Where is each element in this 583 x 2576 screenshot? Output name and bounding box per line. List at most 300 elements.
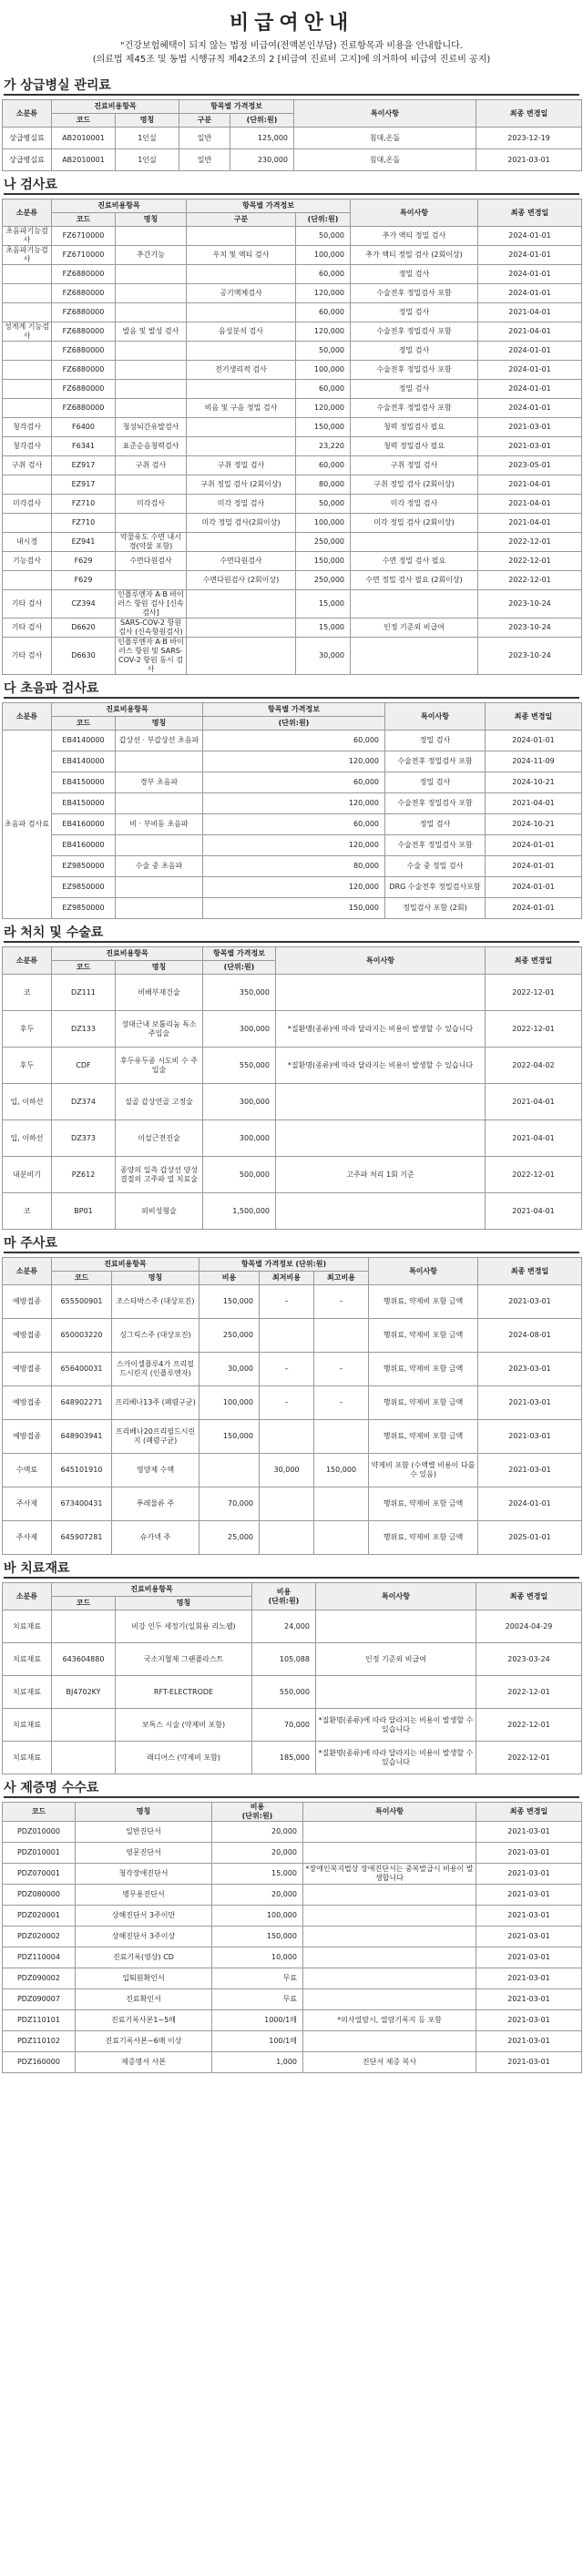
header-cell: 명칭 (116, 717, 203, 731)
cell-cost: 150,000 (199, 1285, 260, 1319)
cell-cost: 150,000 (296, 418, 351, 437)
cell-name (116, 475, 187, 495)
cell-type: 수면다원검사 (2회이상) (187, 571, 296, 590)
cell-type: 수면다원검사 (187, 552, 296, 571)
cell-type: 전기생리적 검사 (187, 361, 296, 380)
cell-note: 고주파 처리 1회 기준 (276, 1157, 486, 1193)
cell-code (52, 1742, 116, 1774)
cell-name: 수술 중 초음파 (116, 856, 203, 877)
cell-code: DZ111 (52, 975, 116, 1011)
cell-cost: 30,000 (296, 638, 351, 675)
cell-name (116, 571, 187, 590)
cell-date: 2021-04-01 (478, 322, 582, 342)
cell-category: 청각검사 (3, 437, 52, 456)
table-row (3, 1610, 582, 1643)
cell-date: 2022-12-01 (486, 1011, 582, 1048)
cell-name (116, 514, 187, 533)
cell-cost: 30,000 (199, 1353, 260, 1386)
header-cell: 특이사항 (351, 199, 478, 227)
cell-date: 2024-01-01 (478, 342, 582, 361)
cell-note: 정밀검사 포함 (2회) (385, 898, 486, 919)
cell-name: 추간기능 (116, 246, 187, 265)
cell-name: 이설근전진술 (116, 1120, 203, 1157)
cell-date: 2023-12-19 (476, 128, 582, 149)
cell-category (3, 284, 52, 303)
table-row (3, 399, 582, 418)
cell-name: 래디어스 (약제비 포함) (116, 1742, 252, 1774)
header-cell: 코드 (52, 114, 116, 128)
cell-code: DZ374 (52, 1084, 116, 1120)
table-body (3, 1822, 582, 2073)
cell-name: 외비성형술 (116, 1193, 203, 1230)
cell-code: CDF (52, 1048, 116, 1084)
header-cell: 특이사항 (316, 1583, 476, 1610)
cell-note (303, 1885, 476, 1906)
cell-category: 예방접종 (3, 1386, 52, 1420)
table-row (3, 638, 582, 675)
cell-date: 2024-01-01 (478, 227, 582, 246)
cell-date: 2024-01-01 (478, 380, 582, 399)
header-cell: 진료비용항목 (52, 1258, 199, 1272)
intro-text (0, 39, 583, 66)
cell-name: 보톡스 시술 (약제비 포함) (116, 1709, 252, 1742)
cell-category: 구취 검사 (3, 456, 52, 475)
cell-note (303, 1927, 476, 1947)
table-row (3, 793, 582, 814)
cell-name: 설골 갑상연골 고정술 (116, 1084, 203, 1120)
table-row (3, 1454, 582, 1487)
cell-code: 645101910 (52, 1454, 112, 1487)
cell-date: 2021-03-01 (478, 1285, 582, 1319)
section-title: 다 초음파 검사료 (4, 681, 99, 696)
cell-type (187, 638, 296, 675)
cell-code: AB2010001 (52, 128, 116, 149)
header-cell: 소분류 (3, 1258, 52, 1285)
cell-name: 미각검사 (116, 495, 187, 514)
cell-note: *질환명(종류)에 따라 달라지는 비용이 발생할 수 있습니다 (276, 1011, 486, 1048)
cell-cost: 20,000 (212, 1822, 303, 1843)
cell-name: 청각장애진단서 (76, 1864, 212, 1885)
cell-note: *장애인복지법상 장애진단서는 중복발급시 비용이 발생합니다 (303, 1864, 476, 1885)
cell-note: 정밀 검사 (385, 814, 486, 835)
cell-name: 조스타박스주 (대상포진) (112, 1285, 199, 1319)
cell-cost: 150,000 (203, 898, 385, 919)
cell-date: 2021-03-01 (476, 1864, 582, 1885)
cell-date: 2024-01-01 (486, 856, 582, 877)
cell-category: 입, 이하선 (3, 1120, 52, 1157)
cell-max: – (314, 1353, 369, 1386)
header-cell: 최종 변경일 (476, 1803, 582, 1822)
cell-name: 후두유두종 시도비 수 주입술 (116, 1048, 203, 1084)
cell-code: 648902271 (52, 1386, 112, 1420)
cell-code: FZ6880000 (52, 303, 116, 322)
table-row (3, 1353, 582, 1386)
cell-code: EB4150000 (52, 793, 116, 814)
cell-category (3, 399, 52, 418)
cell-code: FZ6880000 (52, 322, 116, 342)
table-row (3, 1709, 582, 1742)
cell-name: RFT-ELECTRODE (116, 1676, 252, 1709)
cell-code: F629 (52, 552, 116, 571)
table-row (3, 1968, 582, 1989)
cell-date: 2024-01-01 (478, 265, 582, 284)
table-row (3, 265, 582, 284)
header-cell: 특이사항 (294, 100, 476, 128)
cell-date: 2021-03-01 (476, 1968, 582, 1989)
cell-cost: 250,000 (296, 533, 351, 552)
cell-date: 2021-03-01 (476, 2010, 582, 2031)
cell-name: 상해진단서 3주이만 (76, 1906, 212, 1927)
cell-code: 645907281 (52, 1521, 112, 1555)
cell-note: *질환명(종류)에 따라 달라지는 비용이 발생할 수 있습니다 (276, 1048, 486, 1084)
header-cell: 명칭 (116, 961, 203, 975)
cell-code: CZ394 (52, 590, 116, 618)
cell-cost: 125,000 (230, 128, 294, 149)
header-cell: 명칭 (116, 1597, 252, 1610)
cell-cost: 550,000 (203, 1048, 276, 1084)
header-cell: 최종 변경일 (478, 1258, 582, 1285)
cell-category: 미각검사 (3, 495, 52, 514)
cell-cost: 20,000 (212, 1885, 303, 1906)
cell-name: 갑상선 · 부갑상선 초음파 (116, 731, 203, 751)
cell-name: 진료기록사본1~5매 (76, 2010, 212, 2031)
cell-cost: 60,000 (203, 814, 385, 835)
table-row (3, 514, 582, 533)
cell-category: 예방접종 (3, 1319, 52, 1353)
cell-date: 2022-12-01 (486, 975, 582, 1011)
table-row (3, 975, 582, 1011)
cell-type: 공기액체검사 (187, 284, 296, 303)
cell-date: 2025-01-01 (478, 1521, 582, 1555)
cell-date: 2023-10-24 (478, 618, 582, 638)
header-cell: 특이사항 (276, 947, 486, 975)
cell-note (351, 533, 478, 552)
cell-category: 초음파기능검사 (3, 246, 52, 265)
cell-name: 표준순음청력검사 (116, 437, 187, 456)
cell-name: 비강 인두 세정기(일회용 리노웰) (116, 1610, 252, 1643)
cell-name: 비 · 부비동 초음파 (116, 814, 203, 835)
cell-code: PDZ010000 (3, 1822, 76, 1843)
table-row (3, 772, 582, 793)
cell-date: 2021-03-01 (476, 1906, 582, 1927)
cell-name (116, 227, 187, 246)
cell-name: 청성뇌간유발검사 (116, 418, 187, 437)
cell-category: 주사제 (3, 1521, 52, 1555)
cell-note (316, 1610, 476, 1643)
cell-code: FZ710 (52, 514, 116, 533)
cell-cost: 60,000 (296, 265, 351, 284)
cell-cost: 25,000 (199, 1521, 260, 1555)
table-row (3, 2010, 582, 2031)
cell-note: 구취 정밀 검사 (351, 456, 478, 475)
header-cell: 항목별 가격정보 (203, 947, 276, 961)
header-cell: 코드 (52, 717, 116, 731)
table-body (3, 1285, 582, 1555)
cell-type: 미각 정밀 검사 (187, 495, 296, 514)
cell-cost: 120,000 (203, 835, 385, 856)
cell-note (351, 590, 478, 618)
cell-max: – (314, 1386, 369, 1420)
cell-note (316, 1676, 476, 1709)
header-cell: 구분 (179, 114, 230, 128)
table-row (3, 284, 582, 303)
table-row (3, 1947, 582, 1968)
cell-note: 정밀 검사 (351, 303, 478, 322)
cell-date: 2021-03-01 (478, 1454, 582, 1487)
cell-note (303, 1906, 476, 1927)
cell-type: 음성분석 검사 (187, 322, 296, 342)
cell-code: PDZ020002 (3, 1927, 76, 1947)
cell-cost: 1,500,000 (203, 1193, 276, 1230)
cell-note (351, 638, 478, 675)
header-cell: 진료비용항목 (52, 100, 179, 114)
table-row (3, 1157, 582, 1193)
cell-note: 추가 액티 정밀 검사 (351, 227, 478, 246)
table-row (3, 1420, 582, 1454)
section-divider (4, 1796, 579, 1798)
cell-code: EZ9850000 (52, 877, 116, 898)
cell-name: 제증명서 사본 (76, 2052, 212, 2073)
cell-code: EZ9850000 (52, 856, 116, 877)
table-row (3, 437, 582, 456)
cell-note: *질환명(종류)에 따라 달라지는 비용이 발생할 수 있습니다 (316, 1709, 476, 1742)
cell-date: 2022-12-01 (486, 1157, 582, 1193)
header-cell: 특이사항 (369, 1258, 478, 1285)
cell-note: *질환명(종류)에 따라 달라지는 비용이 발생할 수 있습니다 (316, 1742, 476, 1774)
cell-date: 2024-10-21 (486, 814, 582, 835)
header-cell: 비용 (199, 1272, 260, 1285)
header-cell: 명칭 (76, 1803, 212, 1822)
cell-date: 2024-01-01 (478, 284, 582, 303)
table-row (3, 552, 582, 571)
cell-type (187, 380, 296, 399)
cell-code: FZ6880000 (52, 284, 116, 303)
cell-date: 2024-01-01 (478, 361, 582, 380)
cell-code: 656400031 (52, 1353, 112, 1386)
table-row (3, 227, 582, 246)
cell-cost: 120,000 (203, 793, 385, 814)
cell-category: 후두 (3, 1048, 52, 1084)
cell-date: 2022-12-01 (476, 1709, 582, 1742)
header-cell: 명칭 (112, 1272, 199, 1285)
cell-category: 치료재료 (3, 1643, 52, 1676)
table-s5 (2, 1257, 582, 1555)
cell-category: 초음파기능검사 (3, 227, 52, 246)
cell-date: 2022-12-01 (478, 552, 582, 571)
cell-cost: 23,220 (296, 437, 351, 456)
header-cell: 구분 (187, 213, 296, 227)
cell-cost: 60,000 (296, 380, 351, 399)
cell-cost: 24,000 (252, 1610, 316, 1643)
cell-code: PDZ070001 (3, 1864, 76, 1885)
table-row (3, 1822, 582, 1843)
table-s7 (2, 1802, 582, 2073)
header-cell: 진료비용항목 (52, 947, 203, 961)
cell-code: FZ6880000 (52, 399, 116, 418)
table-row (3, 418, 582, 437)
cell-name: 입퇴원확인서 (76, 1968, 212, 1989)
cell-date: 2021-04-01 (486, 1120, 582, 1157)
header-cell: 최고비용 (314, 1272, 369, 1285)
cell-code (52, 1709, 116, 1742)
cell-name: 국소지혈제 그랜플라스트 (116, 1643, 252, 1676)
header-cell: 코드 (52, 961, 116, 975)
table-row (3, 1084, 582, 1120)
cell-date: 2021-03-01 (478, 437, 582, 456)
cell-note: DRG 수술전후 정밀검사포함 (385, 877, 486, 898)
cell-code: 648903941 (52, 1420, 112, 1454)
cell-code: BJ4702KY (52, 1676, 116, 1709)
table-row (3, 590, 582, 618)
table-row (3, 2031, 582, 2052)
section-divider (4, 1577, 579, 1579)
table-body (3, 1610, 582, 1774)
cell-category: 예방접종 (3, 1420, 52, 1454)
cell-date: 2021-04-01 (478, 514, 582, 533)
cell-type: 구취 정밀 검사 (187, 456, 296, 475)
cell-note: 정밀 검사 (351, 342, 478, 361)
table-row (3, 877, 582, 898)
cell-cost: 350,000 (203, 975, 276, 1011)
cell-note: 청력 정밀검사 필요 (351, 437, 478, 456)
intro-line: (의료법 제45조 및 동법 시행규칙 제42조의 2 [비급여 진료비 고지]에 의거하여 비급여 진료비 공지) (92, 55, 491, 65)
cell-name (116, 793, 203, 814)
table-row (3, 303, 582, 322)
cell-category: 주사제 (3, 1487, 52, 1521)
cell-code: EB4150000 (52, 772, 116, 793)
cell-note: 행위료, 약제비 포함 금액 (369, 1353, 478, 1386)
cell-date: 2023-10-24 (478, 590, 582, 618)
header-cell: 항목별 가격정보 (단위:원) (199, 1258, 369, 1272)
cell-code: AB2010001 (52, 149, 116, 171)
cell-date: 2021-03-01 (476, 1989, 582, 2010)
table-row (3, 731, 582, 751)
cell-name (116, 399, 187, 418)
table-row (3, 1843, 582, 1864)
cell-code: PDZ110004 (3, 1947, 76, 1968)
cell-date: 2022-12-01 (476, 1676, 582, 1709)
cell-cost: 15,000 (296, 618, 351, 638)
header-cell: 소분류 (3, 703, 52, 731)
cell-note: 미각 정밀 검사 (2회이상) (351, 514, 478, 533)
cell-name (116, 284, 187, 303)
cell-note (276, 1193, 486, 1230)
table-row (3, 456, 582, 475)
header-cell: 코드 (52, 1272, 112, 1285)
cell-name: 푸레물류 주 (112, 1487, 199, 1521)
table-row (3, 1193, 582, 1230)
cell-date: 2021-04-01 (478, 495, 582, 514)
cell-cost: 15,000 (296, 590, 351, 618)
section-divider (4, 697, 579, 699)
cell-type: 일반 (179, 128, 230, 149)
cell-cost: 105,088 (252, 1643, 316, 1676)
cell-name: 병무용진단서 (76, 1885, 212, 1906)
cell-category (3, 475, 52, 495)
cell-category: 상급병실료 (3, 128, 52, 149)
cell-code: DZ373 (52, 1120, 116, 1157)
header-cell: 특이사항 (303, 1803, 476, 1822)
header-cell: 진료비용항목 (52, 199, 187, 213)
cell-code: EB4160000 (52, 835, 116, 856)
cell-date: 2021-03-01 (476, 1843, 582, 1864)
header-cell: 최종 변경일 (478, 199, 582, 227)
cell-date: 2021-03-01 (476, 2031, 582, 2052)
cell-category (3, 514, 52, 533)
cell-category: 코 (3, 1193, 52, 1230)
cell-name: 일반진단서 (76, 1822, 212, 1843)
cell-name: 영문진단서 (76, 1843, 212, 1864)
cell-name: 스카이셀플루4가 프리필드시린지 (인플루엔자) (112, 1353, 199, 1386)
cell-code: PDZ090002 (3, 1968, 76, 1989)
cell-category: 기능검사 (3, 552, 52, 571)
cell-code: PDZ090007 (3, 1989, 76, 2010)
header-cell: 코드 (52, 1597, 116, 1610)
header-text: 비용 (276, 1587, 292, 1596)
cell-note: 수술전후 정밀검사 포함 (385, 793, 486, 814)
table-s1 (2, 99, 582, 171)
cell-code: EZ917 (52, 456, 116, 475)
header-cell: (단위:원) (203, 717, 385, 731)
cell-min: – (260, 1285, 314, 1319)
cell-name: 1인실 (116, 128, 179, 149)
cell-note: 수술전후 정밀검사 포함 (351, 399, 478, 418)
cell-cost: 120,000 (203, 751, 385, 772)
table-row (3, 1120, 582, 1157)
cell-category: 치료재료 (3, 1742, 52, 1774)
cell-note (303, 1968, 476, 1989)
cell-max (314, 1487, 369, 1521)
cell-cost: 250,000 (296, 571, 351, 590)
cell-note: 구취 정밀 검사 (2회이상) (351, 475, 478, 495)
table-row (3, 1386, 582, 1420)
cell-date: 2021-04-01 (478, 303, 582, 322)
cell-cost: 70,000 (199, 1487, 260, 1521)
cell-cost: 300,000 (203, 1011, 276, 1048)
cell-date: 2023-05-01 (478, 456, 582, 475)
cell-note: 약제비 포함 (수액별 비용이 다를 수 있음) (369, 1454, 478, 1487)
header-cell: 최종 변경일 (486, 703, 582, 731)
cell-note (276, 1120, 486, 1157)
cell-code: EZ941 (52, 533, 116, 552)
cell-type (187, 533, 296, 552)
cell-type (187, 437, 296, 456)
header-cell (212, 1803, 303, 1822)
cell-cost: 120,000 (203, 877, 385, 898)
header-cell: (단위:원) (203, 961, 276, 975)
cell-type (187, 342, 296, 361)
table-row (3, 342, 582, 361)
table-row (3, 1048, 582, 1084)
header-text: 비용 (250, 1803, 265, 1811)
cell-type: 구취 정밀 검사 (2회이상) (187, 475, 296, 495)
cell-date: 2021-03-01 (478, 1420, 582, 1454)
cell-name (116, 361, 187, 380)
table-row (3, 571, 582, 590)
table-row (3, 495, 582, 514)
cell-date: 2021-03-01 (476, 1822, 582, 1843)
cell-cost: 250,000 (199, 1319, 260, 1353)
cell-note: 행위료, 약제비 포함 금액 (369, 1487, 478, 1521)
header-cell: 항목별 가격정보 (187, 199, 351, 213)
cell-code: FZ6880000 (52, 265, 116, 284)
cell-cost: 150,000 (212, 1927, 303, 1947)
cell-type: 우치 및 액티 검사 (187, 246, 296, 265)
cell-date: 2024-01-01 (478, 246, 582, 265)
cell-max (314, 1521, 369, 1555)
table-body (3, 128, 582, 171)
header-cell (252, 1583, 316, 1610)
